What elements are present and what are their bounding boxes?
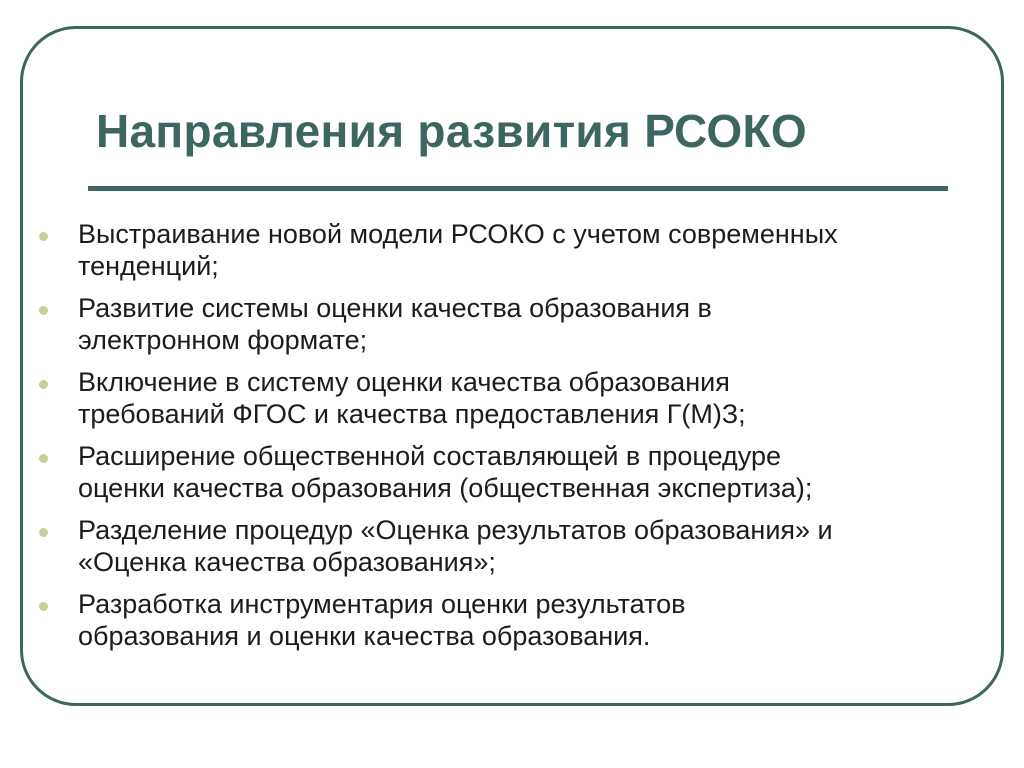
bullet-text-line1: Развитие системы оценки качества образования в (78, 293, 712, 323)
bullet-icon (39, 306, 48, 315)
bullet-text-line1: Разработка инструментария оценки результатов (78, 589, 686, 619)
bullet-text-line2: электронном формате; (78, 325, 368, 355)
bullet-icon (39, 232, 48, 241)
list-item (34, 218, 994, 282)
bullet-text-line1: Включение в систему оценки качества образования (78, 367, 730, 397)
bullet-icon (39, 602, 48, 611)
bullet-text-line2: «Оценка качества образования»; (78, 547, 496, 577)
bullet-icon (39, 380, 48, 389)
bullet-text-line1: Расширение общественной составляющей в процедуре (78, 441, 781, 471)
bullet-text-line2: тенденций; (78, 251, 219, 281)
list-item (34, 366, 994, 430)
list-item (34, 514, 994, 578)
bullet-list (34, 218, 994, 662)
title-divider (88, 186, 948, 191)
bullet-text-line2: требований ФГОС и качества предоставления Г(М)З; (78, 399, 746, 429)
list-item (34, 440, 994, 504)
bullet-icon (39, 454, 48, 463)
bullet-text-line2: образования и оценки качества образования. (78, 621, 651, 651)
bullet-text-line1: Разделение процедур «Оценка результатов образования» и (78, 515, 833, 545)
bullet-icon (39, 528, 48, 537)
list-item (34, 588, 994, 652)
bullet-text-line1: Выстраивание новой модели РСОКО с учетом современных (78, 219, 838, 249)
slide-title: Направления развития РСОКО (96, 105, 807, 157)
list-item (34, 292, 994, 356)
bullet-text-line2: оценки качества образования (общественная экспертиза); (78, 473, 813, 503)
